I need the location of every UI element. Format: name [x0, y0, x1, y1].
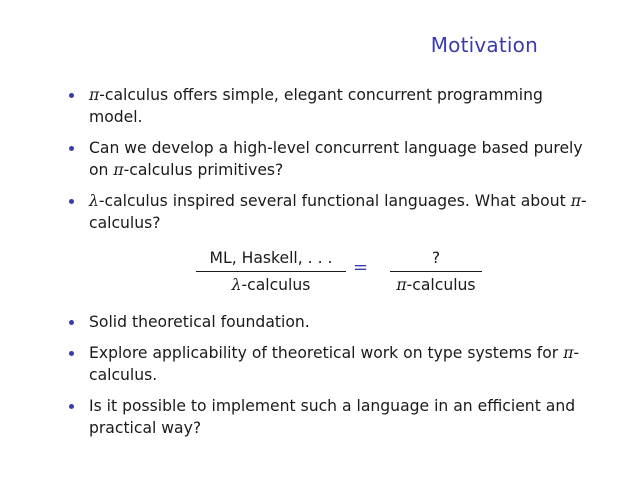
bullet-text-pre: Can we develop a high-level concurrent language based purely on: [89, 139, 583, 179]
lambda-symbol: λ: [89, 192, 99, 210]
fraction-right-denominator: [390, 272, 482, 296]
fraction-right: [390, 247, 482, 296]
bullet-list: [66, 84, 596, 448]
bullet-dot-icon: [69, 320, 74, 325]
fraction-equation: [66, 239, 596, 309]
bullet-text: -calculus inspired several functional languages. What about: [98, 192, 571, 210]
equals-sign: =: [353, 257, 369, 278]
bullet-item-5: [66, 342, 596, 386]
fraction-left-den-text: -calculus: [241, 276, 311, 294]
bullet-dot-icon: [69, 93, 74, 98]
fraction-left-denominator: [196, 272, 346, 296]
bullet-dot-icon: [69, 146, 74, 151]
pi-symbol: π: [570, 192, 581, 210]
bullet-text: -calculus primitives?: [123, 161, 284, 179]
bullet-item-2: [66, 137, 596, 181]
fraction-left: [196, 247, 346, 296]
pi-symbol: π: [89, 86, 100, 104]
bullet-dot-icon: [69, 199, 74, 204]
bullet-text: Is it possible to implement such a language in an efficient and practical way?: [89, 397, 576, 437]
bullet-text-pre: Explore applicability of theoretical work on type systems for: [89, 344, 564, 362]
fraction-right-numerator: ?: [431, 249, 441, 267]
bullet-text: -calculus offers simple, elegant concurrent programming model.: [89, 86, 543, 126]
fraction-right-den-text: -calculus: [406, 276, 476, 294]
bullet-item-6: [66, 395, 596, 439]
bullet-item-1: [66, 84, 596, 128]
bullet-item-3: [66, 190, 596, 234]
bullet-text-2: -calculus?: [89, 192, 587, 232]
bullet-text: Solid theoretical foundation.: [89, 313, 310, 331]
lambda-symbol: λ: [231, 276, 242, 294]
pi-symbol: π: [563, 344, 574, 362]
bullet-item-4: [66, 311, 596, 333]
pi-symbol: π: [396, 276, 407, 294]
pi-symbol: π: [113, 161, 124, 179]
bullet-dot-icon: [69, 351, 74, 356]
bullet-text: -calculus.: [89, 344, 580, 384]
fraction-left-numerator: ML, Haskell, . . .: [209, 249, 333, 267]
bullet-dot-icon: [69, 404, 74, 409]
slide-title: Motivation: [430, 33, 538, 57]
